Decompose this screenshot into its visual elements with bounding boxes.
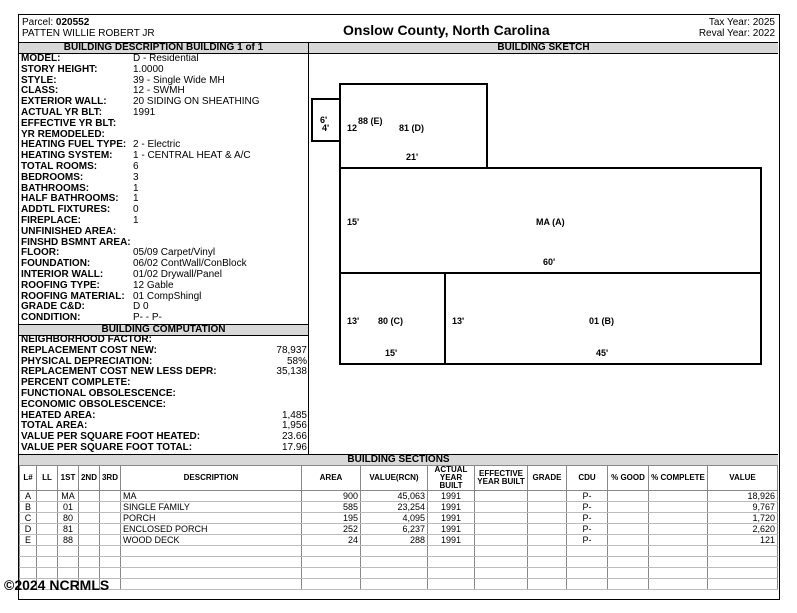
copyright-footer: ©2024 NCRMLS	[4, 577, 110, 593]
table-cell	[567, 579, 608, 590]
table-cell	[475, 491, 528, 502]
table-cell: 81	[58, 524, 79, 535]
table-cell: E	[20, 535, 37, 546]
table-cell: 01	[58, 502, 79, 513]
description-label: ROOFING TYPE:	[21, 279, 100, 291]
table-cell	[100, 502, 121, 513]
table-cell: 1991	[428, 513, 475, 524]
sketch-a-height: 15'	[347, 217, 360, 227]
sketch-e-height: 4'	[322, 123, 330, 133]
table-cell: 1991	[428, 502, 475, 513]
table-cell	[100, 557, 121, 568]
description-label: BEDROOMS:	[21, 171, 84, 183]
table-cell	[100, 546, 121, 557]
computation-value: 23.66	[281, 431, 307, 443]
reval-year: Reval Year: 2022	[698, 28, 775, 39]
table-cell	[567, 557, 608, 568]
description-value: 12 - SWMH	[133, 85, 185, 97]
table-cell	[567, 546, 608, 557]
table-cell	[100, 513, 121, 524]
table-cell	[475, 513, 528, 524]
table-cell	[649, 557, 708, 568]
table-cell	[121, 568, 302, 579]
description-label: ACTUAL YR BLT:	[21, 107, 103, 118]
table-cell	[58, 546, 79, 557]
table-cell	[528, 568, 567, 579]
table-cell	[528, 546, 567, 557]
table-cell	[528, 557, 567, 568]
sketch-e-name: 88 (E)	[358, 116, 383, 126]
table-row	[20, 535, 778, 546]
parcel-label: Parcel:	[22, 17, 54, 28]
table-cell	[649, 546, 708, 557]
description-value: 2 - Electric	[133, 139, 181, 151]
table-header-row	[20, 466, 778, 491]
table-cell: 80	[58, 513, 79, 524]
table-cell	[475, 535, 528, 546]
table-cell	[361, 546, 428, 557]
table-cell	[79, 502, 100, 513]
description-value: 06/02 ContWall/ConBlock	[133, 258, 247, 270]
description-label: HEATING FUEL TYPE:	[21, 139, 127, 151]
table-cell	[608, 535, 649, 546]
description-label: BATHROOMS:	[21, 182, 90, 194]
description-label: ADDTL FIXTURES:	[21, 204, 111, 216]
parcel-id: 020552	[55, 17, 90, 28]
description-label: UNFINISHED AREA:	[21, 225, 117, 237]
table-cell: B	[20, 502, 37, 513]
table-cell	[608, 524, 649, 535]
table-cell	[302, 579, 361, 590]
table-cell	[79, 513, 100, 524]
building-sketch-title: BUILDING SKETCH	[309, 42, 778, 54]
table-cell	[608, 568, 649, 579]
sketch-c-height: 13'	[347, 316, 360, 326]
table-row	[20, 568, 778, 579]
table-cell	[708, 568, 778, 579]
table-cell	[361, 557, 428, 568]
table-cell: 1991	[428, 491, 475, 502]
table-cell	[37, 491, 58, 502]
col-description: DESCRIPTION	[121, 466, 302, 491]
table-row	[20, 524, 778, 535]
table-cell	[121, 546, 302, 557]
table-cell	[37, 524, 58, 535]
computation-label: ECONOMIC OBSOLESCENCE:	[21, 398, 167, 410]
col-grade: GRADE	[528, 466, 567, 491]
table-cell	[37, 513, 58, 524]
table-cell	[361, 568, 428, 579]
table-cell: 24	[302, 535, 361, 546]
building-sketch	[309, 53, 778, 455]
table-cell	[37, 502, 58, 513]
table-cell: 1991	[428, 524, 475, 535]
table-cell	[79, 546, 100, 557]
table-cell	[649, 491, 708, 502]
computation-value: 78,937	[276, 344, 307, 356]
table-cell: 88	[58, 535, 79, 546]
col-2nd: 2ND	[79, 466, 100, 491]
description-value: 1 - CENTRAL HEAT & A/C	[133, 150, 251, 162]
table-cell	[528, 513, 567, 524]
description-value: 01 CompShingl	[133, 290, 202, 302]
table-cell	[58, 557, 79, 568]
col-value-rcn: VALUE(RCN)	[361, 466, 428, 491]
description-label: HALF BATHROOMS:	[21, 193, 119, 205]
sketch-d-width: 21'	[406, 152, 419, 162]
computation-value: 17.96	[281, 442, 307, 453]
description-value: 1	[133, 182, 139, 194]
table-cell: 252	[302, 524, 361, 535]
table-cell: P-	[567, 524, 608, 535]
table-cell	[528, 524, 567, 535]
table-cell: 1991	[428, 535, 475, 546]
computation-label: FUNCTIONAL OBSOLESCENCE:	[21, 388, 176, 399]
table-cell	[302, 568, 361, 579]
table-cell	[708, 579, 778, 590]
col-3rd: 3RD	[100, 466, 121, 491]
table-row	[20, 491, 778, 502]
col-l: L#	[20, 466, 37, 491]
table-cell: P-	[567, 513, 608, 524]
table-cell	[608, 502, 649, 513]
table-cell	[302, 546, 361, 557]
table-cell	[79, 524, 100, 535]
table-cell	[608, 491, 649, 502]
description-label: FIREPLACE:	[21, 215, 81, 226]
computation-label: PERCENT COMPLETE:	[21, 377, 131, 389]
table-cell	[608, 557, 649, 568]
table-cell	[79, 491, 100, 502]
table-cell	[475, 524, 528, 535]
table-cell: P-	[567, 502, 608, 513]
table-cell	[79, 535, 100, 546]
table-cell	[475, 557, 528, 568]
table-row	[20, 513, 778, 524]
computation-value: 35,138	[276, 366, 307, 378]
building-computation-title: BUILDING COMPUTATION	[19, 324, 308, 336]
col-effective-year: EFFECTIVE YEAR BUILT	[475, 466, 528, 491]
table-cell	[100, 535, 121, 546]
table-cell	[361, 579, 428, 590]
table-cell: 2,620	[708, 524, 778, 535]
col-value: VALUE	[708, 466, 778, 491]
description-value: 6	[133, 161, 139, 172]
owner-name: PATTEN WILLIE ROBERT JR	[22, 28, 155, 39]
description-value: 20 SIDING ON SHEATHING	[133, 96, 260, 108]
description-value: 1	[133, 193, 139, 205]
table-cell	[649, 524, 708, 535]
table-cell: D	[20, 524, 37, 535]
description-value: 1991	[133, 107, 156, 118]
table-cell	[649, 579, 708, 590]
col-area: AREA	[302, 466, 361, 491]
table-cell	[475, 546, 528, 557]
table-cell	[528, 491, 567, 502]
description-value: D 0	[133, 301, 149, 313]
table-cell	[428, 568, 475, 579]
description-label: ROOFING MATERIAL:	[21, 290, 125, 302]
description-label: FOUNDATION:	[21, 258, 91, 270]
county-title: Onslow County, North Carolina	[343, 22, 550, 38]
table-cell: MA	[121, 491, 302, 502]
col-actual-year: ACTUAL YEAR BUILT	[428, 466, 475, 491]
description-value: 05/09 Carpet/Vinyl	[133, 247, 216, 259]
table-cell	[475, 502, 528, 513]
building-sections-title: BUILDING SECTIONS	[19, 454, 778, 466]
table-cell: 288	[361, 535, 428, 546]
table-cell	[428, 546, 475, 557]
table-cell	[121, 557, 302, 568]
table-cell: P-	[567, 535, 608, 546]
description-label: CONDITION:	[21, 312, 81, 324]
table-cell	[649, 535, 708, 546]
description-value: 1.0000	[133, 63, 164, 75]
computation-label: HEATED AREA:	[21, 409, 96, 421]
table-cell: SINGLE FAMILY	[121, 502, 302, 513]
description-label: YR REMODELED:	[21, 128, 105, 140]
table-cell	[528, 579, 567, 590]
description-label: HEATING SYSTEM:	[21, 150, 113, 162]
computation-value: 58%	[286, 355, 307, 367]
computation-label: VALUE PER SQUARE FOOT TOTAL:	[21, 442, 193, 453]
table-cell: 23,254	[361, 502, 428, 513]
col-cdu: CDU	[567, 466, 608, 491]
description-value: 3	[133, 171, 139, 183]
description-label: TOTAL ROOMS:	[21, 161, 98, 172]
computation-label: NEIGHBORHOOD FACTOR:	[21, 334, 152, 345]
description-label: EFFECTIVE YR BLT:	[21, 117, 117, 129]
table-cell	[708, 557, 778, 568]
table-cell: 18,926	[708, 491, 778, 502]
table-cell: 121	[708, 535, 778, 546]
sketch-a-name: MA (A)	[536, 217, 565, 227]
sketch-e-area: 12	[347, 123, 358, 133]
sketch-e-width: 6'	[320, 115, 328, 125]
parcel-header	[22, 17, 155, 39]
table-cell	[428, 557, 475, 568]
sketch-b-name: 01 (B)	[589, 316, 615, 326]
table-cell	[100, 491, 121, 502]
description-label: STORY HEIGHT:	[21, 63, 98, 75]
description-label: CLASS:	[21, 85, 59, 97]
tax-year: Tax Year: 2025	[708, 17, 775, 28]
table-cell	[528, 502, 567, 513]
computation-value: 1,956	[281, 420, 307, 432]
description-value: 1	[133, 215, 139, 226]
col-complete: % COMPLETE	[649, 466, 708, 491]
table-cell: 4,095	[361, 513, 428, 524]
table-cell	[37, 546, 58, 557]
table-cell: 900	[302, 491, 361, 502]
table-cell: 9,767	[708, 502, 778, 513]
sketch-b-width: 45'	[596, 348, 609, 358]
description-value: 01/02 Drywall/Panel	[133, 269, 222, 280]
table-cell	[567, 568, 608, 579]
table-cell	[649, 502, 708, 513]
col-ll: LL	[37, 466, 58, 491]
table-cell: 195	[302, 513, 361, 524]
computation-label: VALUE PER SQUARE FOOT HEATED:	[21, 431, 201, 443]
table-cell: WOOD DECK	[121, 535, 302, 546]
table-cell	[475, 579, 528, 590]
table-cell	[100, 524, 121, 535]
description-value: 39 - Single Wide MH	[133, 74, 225, 86]
description-label: INTERIOR WALL:	[21, 269, 104, 280]
table-cell: ENCLOSED PORCH	[121, 524, 302, 535]
table-row	[20, 579, 778, 590]
table-cell	[649, 568, 708, 579]
table-cell	[37, 557, 58, 568]
description-label: EXTERIOR WALL:	[21, 96, 107, 108]
table-cell: PORCH	[121, 513, 302, 524]
description-label: FINSHD BSMNT AREA:	[21, 236, 131, 248]
table-cell	[649, 513, 708, 524]
table-cell	[20, 546, 37, 557]
computation-value: 1,485	[281, 409, 307, 421]
table-row	[20, 546, 778, 557]
description-value: D - Residential	[133, 53, 199, 64]
table-cell	[302, 557, 361, 568]
table-cell	[608, 579, 649, 590]
table-cell	[608, 546, 649, 557]
table-cell	[608, 513, 649, 524]
table-cell	[79, 557, 100, 568]
computation-label: TOTAL AREA:	[21, 420, 88, 432]
col-good: % GOOD	[608, 466, 649, 491]
table-cell	[428, 579, 475, 590]
table-cell: 6,237	[361, 524, 428, 535]
table-cell: 585	[302, 502, 361, 513]
description-label: FLOOR:	[21, 247, 60, 259]
sketch-d-name: 81 (D)	[399, 123, 425, 133]
computation-label: REPLACEMENT COST NEW:	[21, 344, 157, 356]
description-value: 12 Gable	[133, 279, 174, 291]
table-cell: 1,720	[708, 513, 778, 524]
description-label: MODEL:	[21, 53, 61, 64]
building-description-title: BUILDING DESCRIPTION BUILDING 1 of 1	[19, 42, 308, 54]
year-info	[699, 17, 775, 39]
table-row	[20, 557, 778, 568]
col-1st: 1ST	[58, 466, 79, 491]
sketch-b-height: 13'	[452, 316, 465, 326]
sketch-a-width: 60'	[543, 257, 556, 267]
table-cell: C	[20, 513, 37, 524]
table-cell	[20, 557, 37, 568]
table-cell	[475, 568, 528, 579]
building-sections-table	[19, 465, 778, 590]
sketch-c-width: 15'	[385, 348, 398, 358]
description-value: 0	[133, 204, 139, 216]
table-row	[20, 502, 778, 513]
table-cell	[708, 546, 778, 557]
table-cell	[121, 579, 302, 590]
description-label: GRADE C&D:	[21, 301, 85, 313]
sketch-c-name: 80 (C)	[378, 316, 404, 326]
description-value: P- - P-	[133, 312, 162, 324]
table-cell	[528, 535, 567, 546]
computation-label: PHYSICAL DEPRECIATION:	[21, 355, 153, 367]
table-cell	[37, 535, 58, 546]
table-cell: P-	[567, 491, 608, 502]
description-label: STYLE:	[21, 74, 57, 86]
table-cell: A	[20, 491, 37, 502]
table-cell: 45,063	[361, 491, 428, 502]
computation-label: REPLACEMENT COST NEW LESS DEPR:	[21, 366, 217, 378]
table-cell: MA	[58, 491, 79, 502]
